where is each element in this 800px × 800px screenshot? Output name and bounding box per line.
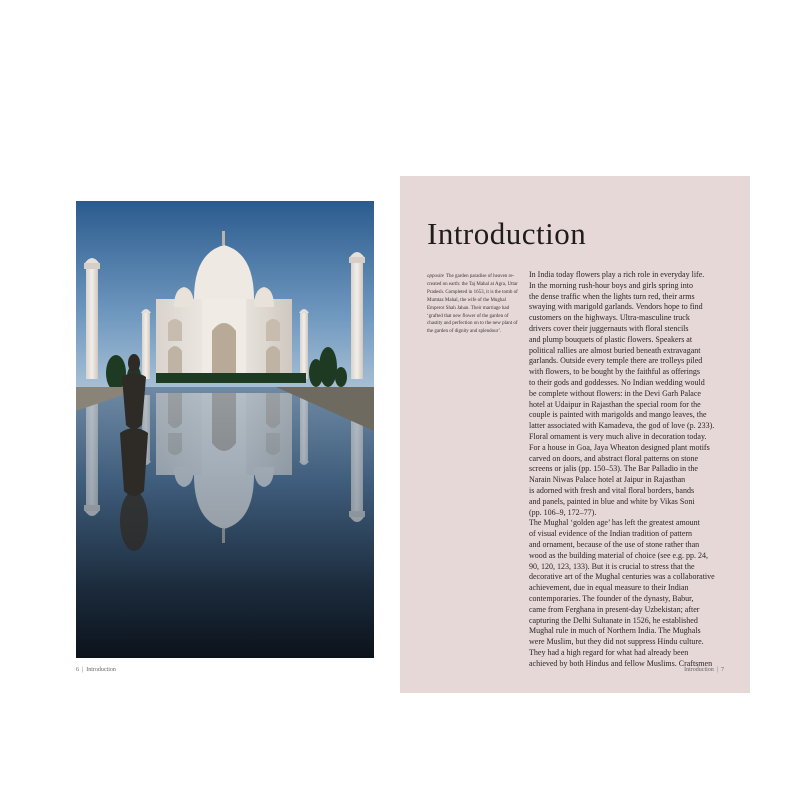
right-page-footer (684, 667, 724, 673)
footer-separator: | (82, 667, 84, 673)
body-line: achieved by both Hindus and fellow Muslims. Craftsmen (529, 658, 713, 668)
body-line: and ornament, because of the use of stone rather than (529, 539, 700, 549)
caption-lead: opposite (427, 274, 444, 279)
body-line: decorative art of the Mughal centuries was a collaborative (529, 572, 715, 582)
body-line: is adorned with fresh and vital floral borders, bands (529, 485, 695, 495)
body-line: of visual evidence of the Indian tradition of pattern (529, 529, 693, 539)
body-text (529, 270, 731, 669)
body-line: customers on the highways. Ultra-masculine truck (529, 313, 690, 323)
left-footer-section: Introduction (86, 667, 116, 673)
body-line: wood as the building material of choice (see e.g. pp. 24, (529, 550, 709, 560)
right-footer-section: Introduction (684, 667, 714, 673)
caption-text: The garden paradise of heaven re-created on earth: the Taj Mahal at Agra, Uttar Pradesh. Completed in 1653, it is the tomb of Mumtaz Mahal, the wife of the Mughal Emperor Shah Jahan. Their marriage had ‘grafted that new flower of the garden of chastity and perfection on to the new plant of the garden of dignity and splendour’. (427, 274, 518, 335)
body-line: were Muslim, but they did not suppress Hindu culture. (529, 637, 704, 647)
body-line: (pp. 106–9, 172–77). (529, 507, 597, 517)
body-line: latter associated with Kamadeva, the god of love (p. 233). (529, 421, 715, 431)
body-line: came from Ferghana in present-day Uzbekistan; after (529, 604, 700, 614)
body-line: with flowers, to be bought by the faithful as offerings (529, 367, 700, 377)
body-line: Floral ornament is very much alive in decoration today. (529, 431, 707, 441)
left-page-number: 6 (76, 667, 79, 673)
body-line: to their gods and goddesses. No Indian wedding would (529, 377, 705, 387)
body-line: In India today flowers play a rich role in everyday life. (529, 270, 705, 279)
body-line: capturing the Delhi Sultanate in 1526, he established (529, 615, 698, 625)
body-line: screens or jalis (pp. 150–53). The Bar Palladio in the (529, 464, 698, 474)
body-line: drivers cover their juggernauts with floral stencils (529, 323, 689, 333)
left-page-footer (76, 667, 116, 673)
body-line: couple is painted with marigolds and mango leaves, the (529, 410, 707, 420)
right-page-number: 7 (721, 667, 724, 673)
body-line: They had a high regard for what had already been (529, 647, 689, 657)
body-line: the dense traffic when the lights turn red, their arms (529, 291, 695, 301)
body-line: 90, 120, 123, 133). But it is crucial to stress that the (529, 561, 695, 571)
body-line: contemporaries. The founder of the dynasty, Babur, (529, 593, 694, 603)
right-page (400, 176, 750, 693)
footer-separator: | (716, 667, 718, 673)
body-line: carved on doors, and abstract floral patterns on stone (529, 453, 699, 463)
body-line: political rallies are almost buried beneath extravagant (529, 345, 701, 355)
body-line: For a house in Goa, Jaya Wheaton designed plant motifs (529, 442, 710, 452)
taj-mahal-photo (76, 201, 374, 658)
body-line: Narain Niwas Palace hotel at Jaipur in Rajasthan (529, 475, 686, 485)
body-line: and plump bouquets of plastic flowers. Speakers at (529, 334, 693, 344)
body-line: Mughal rule in much of Northern India. The Mughals (529, 626, 701, 636)
body-line: swaying with marigold garlands. Vendors hope to find (529, 302, 703, 312)
body-line: and panels, painted in blue and white by Vikas Soni (529, 496, 695, 506)
body-line: garlands. Outside every temple there are trolleys piled (529, 356, 703, 366)
body-line: be complete without flowers: in the Devi Garh Palace (529, 388, 701, 398)
body-line: hotel at Udaipur in Rajasthan the special room for the (529, 399, 701, 409)
chapter-title: Introduction (427, 216, 587, 251)
body-line: achievement, due in equal measure to their Indian (529, 583, 689, 593)
photo-caption (427, 273, 523, 336)
body-line: In the morning rush-hour boys and girls spring into (529, 280, 693, 290)
body-line: The Mughal ‘golden age’ has left the greatest amount (529, 518, 700, 528)
